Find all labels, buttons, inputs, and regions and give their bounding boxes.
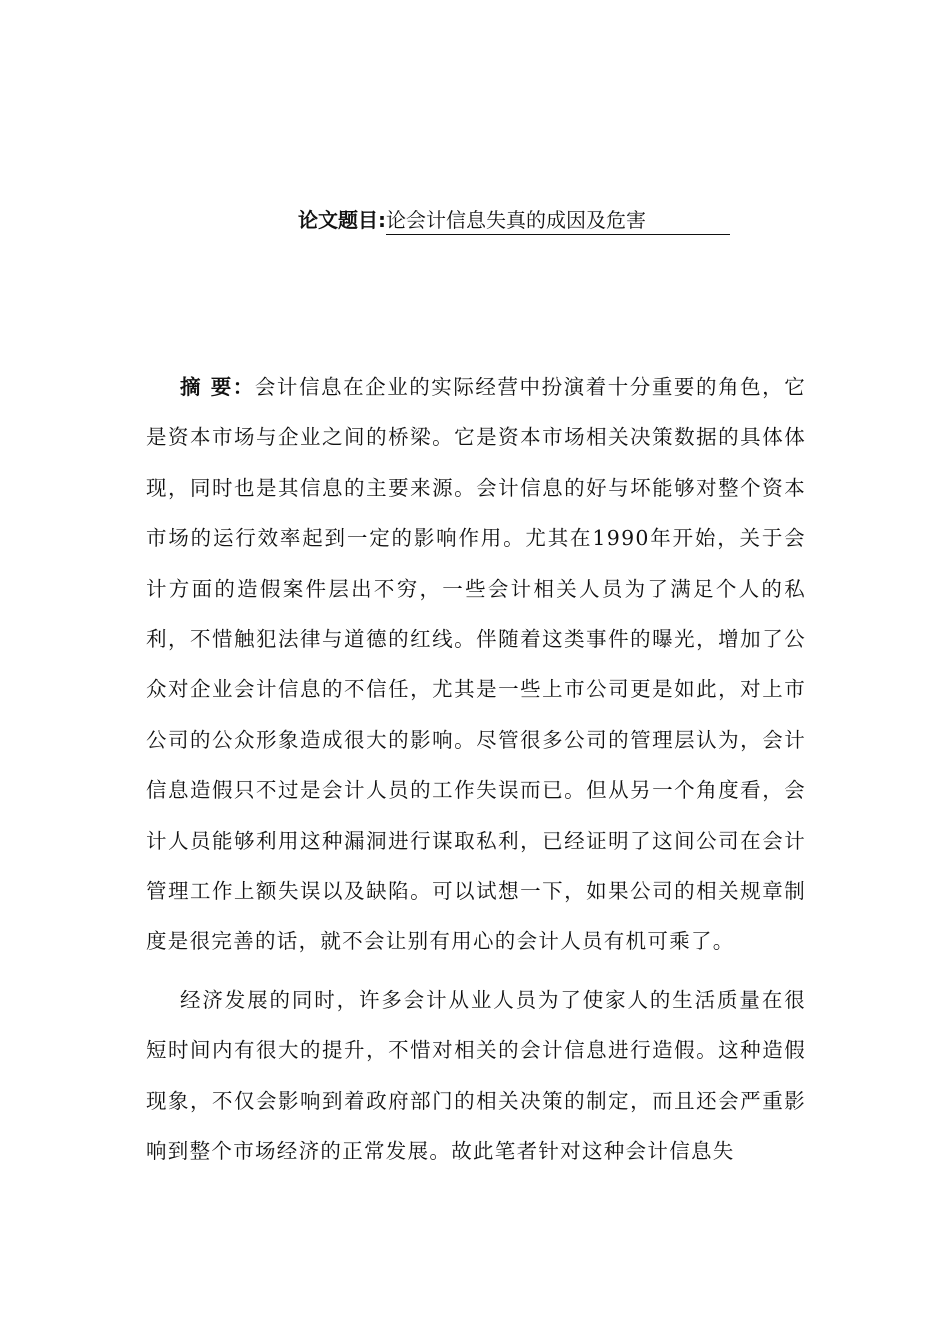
abstract-paragraph — [146, 362, 806, 967]
body-paragraph: 经济发展的同时，许多会计从业人员为了使家人的生活质量在很短时间内有很大的提升，不惜对相关的会计信息进行造假。这种造假现象，不仅会影响到着政府部门的相关决策的制定，而且还会严重影响到整个市场经济的正常发展。故此笔者针对这种会计信息失 — [146, 987, 806, 1164]
thesis-title-line — [298, 204, 730, 236]
body-text — [146, 362, 806, 1177]
thesis-title-label: 论文题目: — [298, 208, 386, 232]
abstract-label: 摘 要： — [180, 375, 255, 399]
thesis-title-value: 论会计信息失真的成因及危害 — [386, 206, 730, 235]
abstract-text: 会计信息在企业的实际经营中扮演着十分重要的角色，它是资本市场与企业之间的桥梁。它是资本市场相关决策数据的具体体现，同时也是其信息的主要来源。会计信息的好与坏能够对整个资本市场的运行效率起到一定的影响作用。尤其在1990年开始，关于会计方面的造假案件层出不穷，一些会计相关人员为了满足个人的私利，不惜触犯法律与道德的红线。伴随着这类事件的曝光，增加了公众对企业会计信息的不信任，尤其是一些上市公司更是如此，对上市公司的公众形象造成很大的影响。尽管很多公司的管理层认为，会计信息造假只不过是会计人员的工作失误而已。但从另一个角度看，会计人员能够利用这种漏洞进行谋取私利，已经证明了这间公司在会计管理工作上额失误以及缺陷。可以试想一下，如果公司的相关规章制度是很完善的话，就不会让别有用心的会计人员有机可乘了。 — [146, 375, 806, 954]
